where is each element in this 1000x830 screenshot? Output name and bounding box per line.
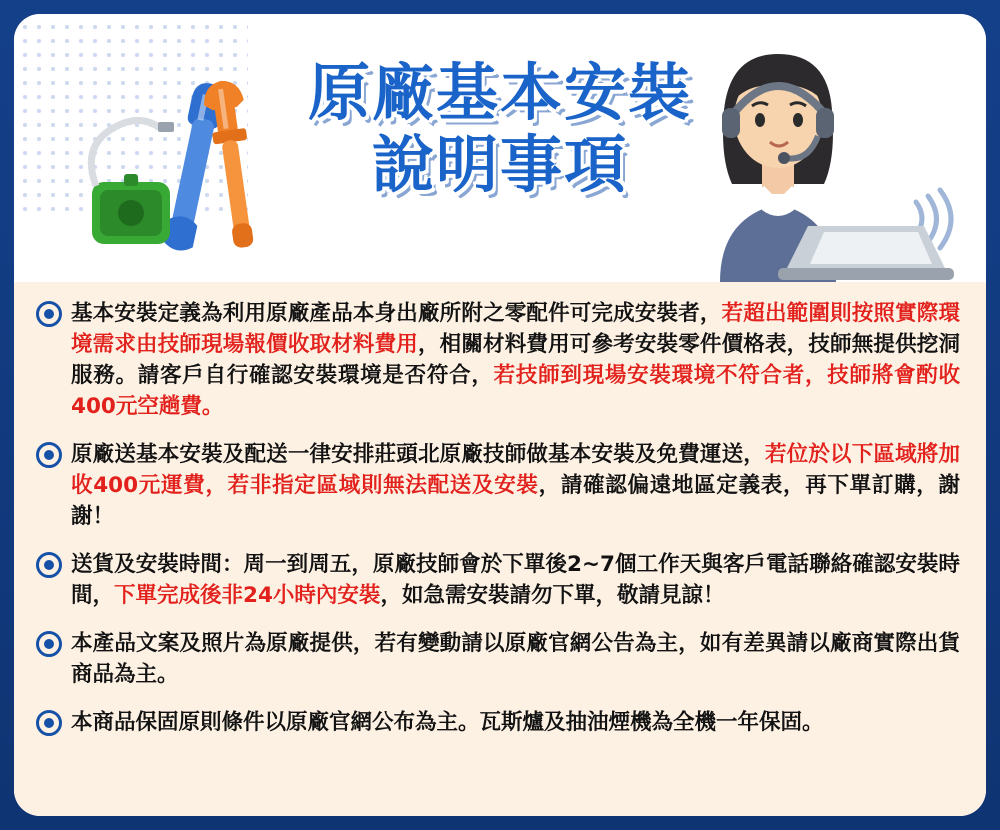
target-bullet-icon (36, 301, 62, 327)
plain-text: 本產品文案及照片為原廠提供，若有變動請以原廠官網公告為主，如有差異請以廠商實際出貨商品為主。 (71, 631, 960, 687)
title-line-2: 說明事項 (371, 128, 628, 201)
highlighted-text: 若超出範圍則按照實際環境需求由技師現場報價收取材料費用 (71, 301, 960, 357)
notes-list (14, 282, 986, 816)
poster-card (14, 14, 986, 816)
list-item-text (71, 298, 960, 422)
wrench-and-tape-measure-illustration (74, 74, 324, 274)
list-item-text (71, 707, 824, 738)
plain-text: ，請確認偏遠地區定義表，再下單訂購，謝謝！ (71, 473, 960, 529)
highlighted-text: 若技師到現場安裝環境不符合者，技師將會酌收400元空趟費。 (71, 363, 960, 419)
title-line-1: 原廠基本安裝 (307, 56, 692, 129)
list-item (36, 549, 960, 611)
list-item (36, 628, 960, 690)
plain-text: ，相關材料費用可參考安裝零件價格表，技師無提供挖洞服務。請客戶自行確認安裝環境是否符合， (71, 332, 960, 388)
plain-text: 原廠送基本安裝及配送一律安排莊頭北原廠技師做基本安裝及免費運送， (71, 442, 765, 467)
highlighted-text: 下單完成後非24小時內安裝 (114, 583, 381, 608)
target-bullet-icon (36, 552, 62, 578)
target-bullet-icon (36, 710, 62, 736)
highlighted-text: 若位於以下區域將加收400元運費，若非指定區域則無法配送及安裝 (71, 442, 960, 498)
plain-text: 本商品保固原則條件以原廠官網公布為主。瓦斯爐及抽油煙機為全機一年保固。 (71, 710, 824, 735)
list-item (36, 439, 960, 532)
list-item (36, 298, 960, 422)
plain-text: 送貨及安裝時間：周一到周五，原廠技師會於下單後2~7個工作天與客戶電話聯絡確認安裝時間， (71, 552, 960, 608)
list-item-text (71, 628, 960, 690)
target-bullet-icon (36, 442, 62, 468)
target-bullet-icon (36, 631, 62, 657)
list-item-text (71, 549, 960, 611)
poster-header (14, 14, 986, 282)
plain-text: 基本安裝定義為利用原廠產品本身出廠所附之零配件可完成安裝者， (71, 301, 722, 326)
plain-text: ，如急需安裝請勿下單，敬請見諒！ (380, 583, 725, 608)
list-item (36, 707, 960, 738)
call-center-operator-illustration (658, 40, 958, 282)
list-item-text (71, 439, 960, 532)
